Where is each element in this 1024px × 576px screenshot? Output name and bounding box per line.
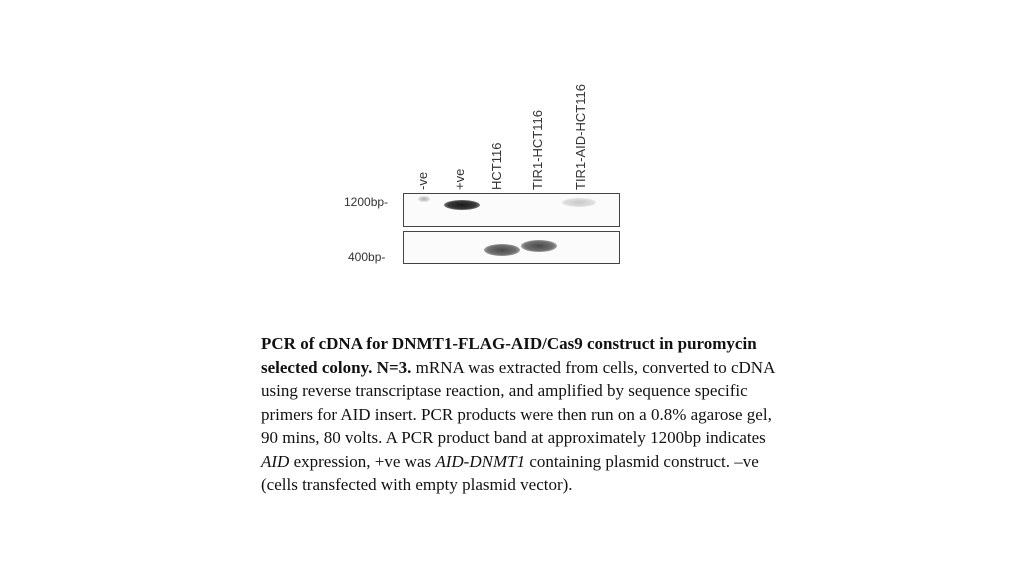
caption-text-1: mRNA was extracted from cells, converted to cDNA using reverse transcriptase reaction, and amplified by sequence specific primers for AID insert. PCR products were then run on a 0.8% agarose gel, 90 mins, 80 volts. A PCR product band at approximately 1200bp indicates [261, 357, 775, 447]
band-pos-1200bp [444, 200, 480, 210]
caption-title: PCR of cDNA for DNMT1-FLAG-AID/Cas9 construct in puromycin selected colony. N=3. [261, 334, 757, 377]
figure-caption [261, 332, 781, 497]
size-marker-1200bp: 1200bp- [344, 195, 389, 209]
caption-italic-aid: AID [261, 451, 290, 471]
band-hct116-400bp [484, 244, 520, 256]
gel-panel-upper [403, 193, 620, 227]
band-smear-neg [418, 196, 430, 202]
gel-panel-lower [403, 231, 620, 264]
pcr-gel-figure [330, 70, 630, 270]
caption-text-2: expression, +ve was [289, 451, 436, 471]
caption-text-3: containing plasmid construct. –ve (cells transfected with empty plasmid vector). [261, 451, 759, 494]
size-marker-400bp: 400bp- [348, 250, 386, 264]
band-tir1-hct116-400bp [521, 240, 557, 252]
lane-label-neg: -ve [415, 171, 430, 190]
lane-label-hct116: HCT116 [489, 142, 504, 190]
lane-label-pos: +ve [452, 168, 467, 190]
caption-italic-aid-dnmt1: AID-DNMT1 [435, 451, 526, 471]
lane-label-tir1-aid-hct116: TIR1-AID-HCT116 [573, 84, 588, 190]
band-tir1-aid-1200bp [562, 198, 596, 207]
lane-label-tir1-hct116: TIR1-HCT116 [530, 110, 545, 190]
